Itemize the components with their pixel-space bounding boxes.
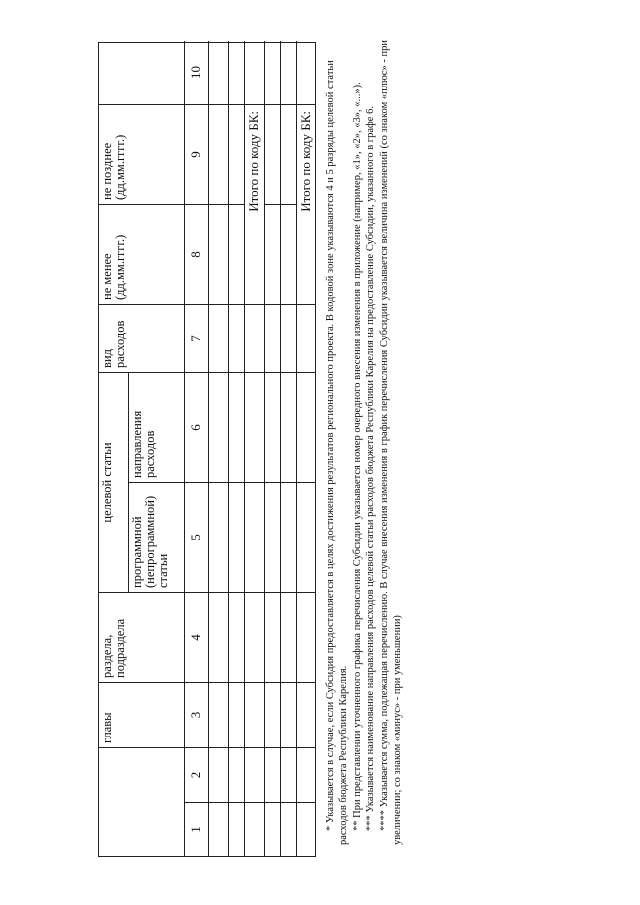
- table-cell: [265, 304, 281, 372]
- table-cell: [281, 682, 297, 747]
- table-cell: [265, 41, 281, 104]
- header-vid-rashodov: вид расходов: [99, 304, 185, 372]
- table-cell: [265, 482, 281, 592]
- table-cell: [229, 41, 245, 104]
- schedule-table: [98, 42, 316, 857]
- header-napravleniya: направления расходов: [129, 372, 185, 482]
- table-cell: [265, 372, 281, 482]
- table-cell: [281, 304, 297, 372]
- table-cell: [297, 482, 316, 592]
- table-cell: [281, 592, 297, 682]
- header-glavy: главы: [99, 682, 185, 747]
- col-num-8: 8: [185, 204, 209, 304]
- table-cell: [281, 41, 297, 104]
- col-num-1: 1: [185, 802, 209, 856]
- table-cell: [229, 482, 245, 592]
- table-cell: [229, 304, 245, 372]
- col-num-9: 9: [185, 104, 209, 204]
- col-num-2: 2: [185, 747, 209, 802]
- header-blank-1-2: [99, 747, 185, 856]
- footnote-1: * Указывается в случае, если Субсидия предоставляется в целях достижения результатов регионального проекта. В кодовой зоне указываются 4 и 5 разряды целевой статьи расходов бюджета Республики Карелия.: [325, 60, 350, 845]
- table-cell: [265, 802, 281, 856]
- table-cell: [245, 482, 265, 592]
- table-cell: [209, 482, 229, 592]
- table-cell: [209, 592, 229, 682]
- table-cell: [229, 802, 245, 856]
- table-cell: [297, 747, 316, 802]
- table-cell: [265, 592, 281, 682]
- footnote-4: **** Указывается сумма, подлежащая перечислению. В случае внесения изменения в график перечисления Субсидии указывается величина изменений (со знаком «плюс» - при увеличении; со знаком «минус» - при уменьшении): [378, 40, 404, 845]
- header-razdela: раздела, подраздела: [99, 592, 185, 682]
- header-col-10: [99, 41, 185, 104]
- table-cell: [297, 592, 316, 682]
- table-cell: [281, 747, 297, 802]
- table-cell: [229, 682, 245, 747]
- col-num-10: 10: [185, 41, 209, 104]
- table-cell: [209, 682, 229, 747]
- table-cell: [297, 372, 316, 482]
- table-cell: [297, 41, 316, 104]
- table-cell: [229, 747, 245, 802]
- col-num-4: 4: [185, 592, 209, 682]
- total-label-1: Итого по коду БК:: [245, 104, 265, 304]
- table-cell: [281, 204, 297, 304]
- table-cell: [265, 104, 281, 204]
- table-cell: [245, 372, 265, 482]
- table-cell: [229, 372, 245, 482]
- table-cell: [265, 204, 281, 304]
- header-celevoy-statyi: целевой статьи: [99, 372, 129, 592]
- table-cell: [245, 304, 265, 372]
- table-cell: [297, 304, 316, 372]
- table-cell: [209, 104, 229, 204]
- header-ne-pozdnee: не позднее (дд.мм.гггг.): [99, 104, 185, 204]
- table-cell: [209, 802, 229, 856]
- col-num-7: 7: [185, 304, 209, 372]
- table-cell: [265, 747, 281, 802]
- col-num-5: 5: [185, 482, 209, 592]
- table-cell: [229, 592, 245, 682]
- table-cell: [209, 747, 229, 802]
- table-cell: [265, 682, 281, 747]
- table-cell: [281, 104, 297, 204]
- header-programmnoy: программной (непрограммной) статьи: [129, 482, 185, 592]
- col-num-3: 3: [185, 682, 209, 747]
- footnote-3: *** Указывается наименование направления расходов целевой статьи расходов бюджета Республики Карелия на предоставление Субсидии, указанного в графе 6.: [365, 106, 377, 831]
- header-ne-menee: не менее (дд.мм.гггг.): [99, 204, 185, 304]
- table-cell: [209, 304, 229, 372]
- table-cell: [281, 802, 297, 856]
- table-cell: [245, 41, 265, 104]
- table-cell: [209, 204, 229, 304]
- table-cell: [245, 802, 265, 856]
- table-cell: [209, 372, 229, 482]
- table-cell: [297, 682, 316, 747]
- table-cell: [245, 747, 265, 802]
- table-cell: [297, 802, 316, 856]
- table-cell: [281, 372, 297, 482]
- table-cell: [281, 482, 297, 592]
- table-cell: [229, 104, 245, 204]
- table-cell: [245, 592, 265, 682]
- footnotes: [324, 35, 404, 845]
- table-cell: [245, 682, 265, 747]
- table-cell: [229, 204, 245, 304]
- total-label-2: Итого по коду БК:: [297, 104, 316, 304]
- col-num-6: 6: [185, 372, 209, 482]
- table-cell: [209, 41, 229, 104]
- footnote-2: ** При представлении уточненного графика перечисления Субсидии указывается номер очередного внесения изменения в приложение (например, «1», «2», «3», «...»).: [351, 82, 363, 831]
